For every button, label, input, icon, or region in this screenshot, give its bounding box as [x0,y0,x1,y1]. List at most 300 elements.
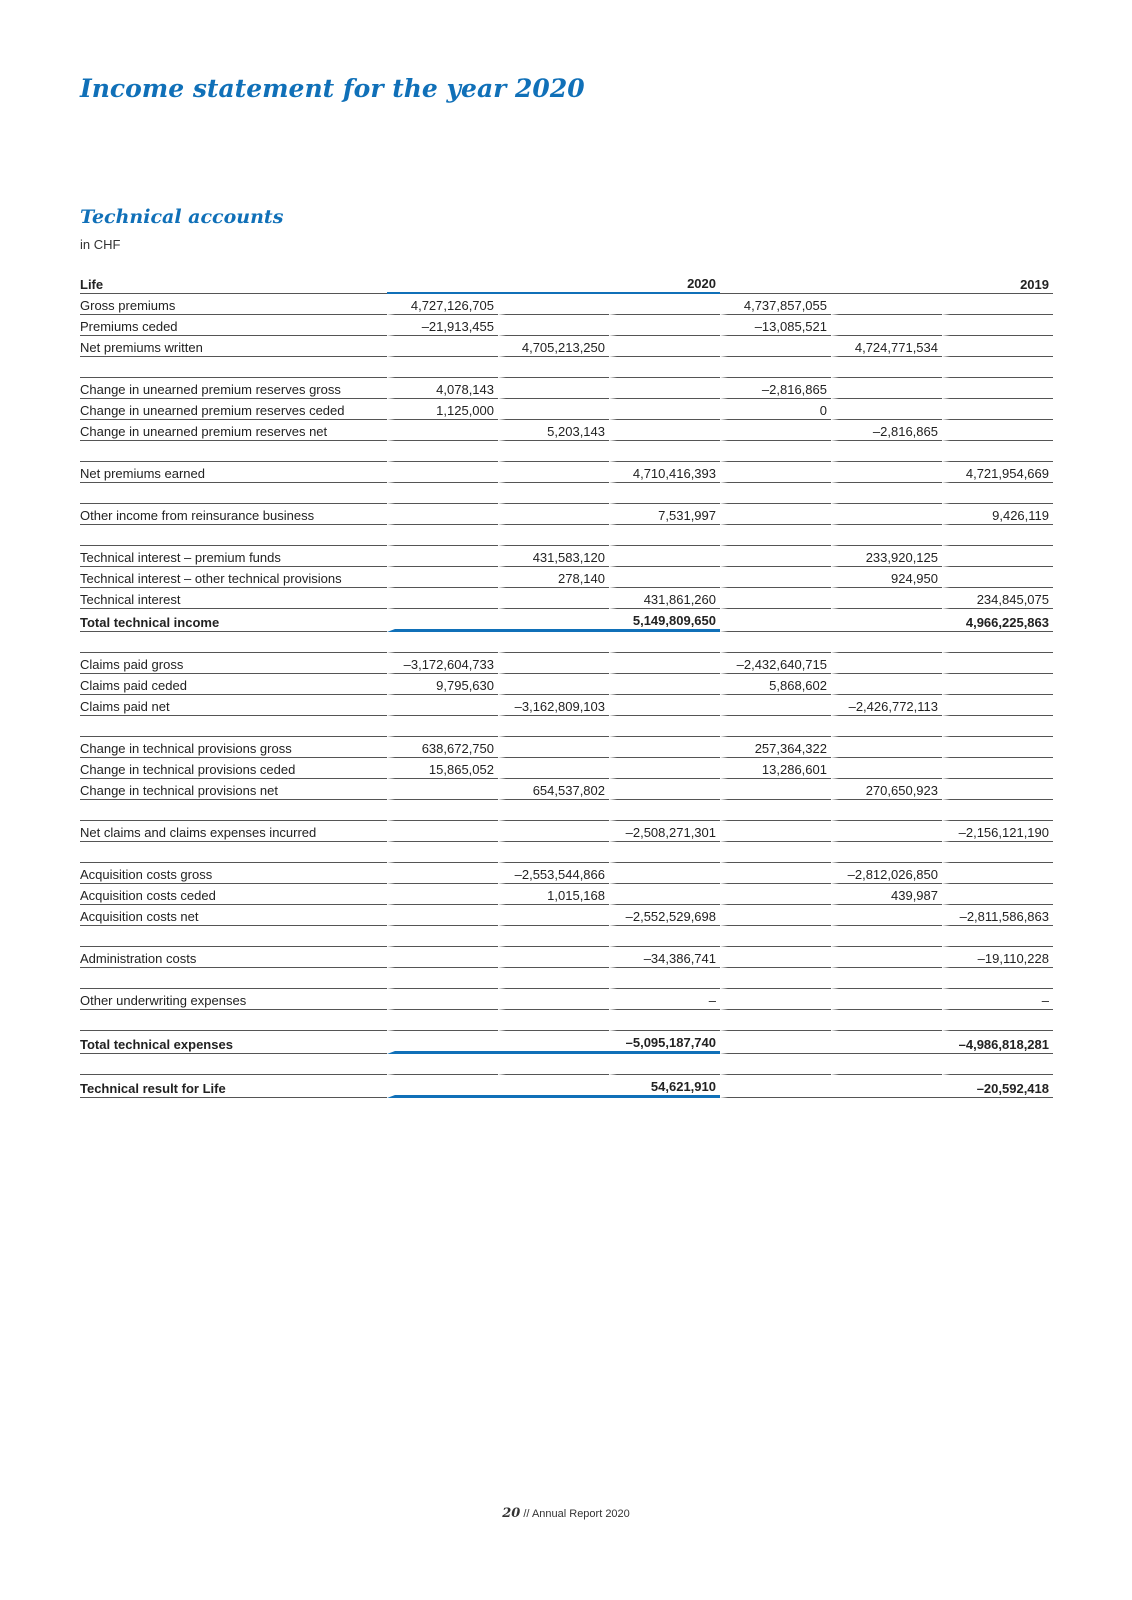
row-label: Technical result for Life [80,1075,387,1098]
cell-b2: 924,950 [831,567,942,588]
spacer-row [80,926,1053,947]
spacer-cell [831,926,942,947]
cell-a1: 9,795,630 [387,674,498,695]
spacer-row [80,441,1053,462]
spacer-cell [498,716,609,737]
spacer-cell [387,357,498,378]
cell-b2: 270,650,923 [831,779,942,800]
row-label: Technical interest – premium funds [80,546,387,567]
spacer-row [80,800,1053,821]
spacer-cell [720,1010,831,1031]
cell-b1 [720,546,831,567]
table-row [80,462,1053,483]
table-row [80,884,1053,905]
cell-a3 [609,674,720,695]
row-label: Net premiums written [80,336,387,357]
cell-b1 [720,588,831,609]
cell-b1: –2,816,865 [720,378,831,399]
cell-a3: – [609,989,720,1010]
cell-b1 [720,609,831,632]
spacer-cell [720,842,831,863]
table-row [80,821,1053,842]
cell-a2 [498,653,609,674]
cell-a2: 278,140 [498,567,609,588]
header-2019-col1 [720,274,831,294]
spacer-row [80,1010,1053,1031]
cell-b2: –2,426,772,113 [831,695,942,716]
cell-a1 [387,588,498,609]
spacer-cell [80,716,387,737]
cell-a3 [609,653,720,674]
spacer-cell [720,483,831,504]
cell-b2 [831,588,942,609]
row-label: Acquisition costs net [80,905,387,926]
cell-a1: –21,913,455 [387,315,498,336]
cell-b2: –2,816,865 [831,420,942,441]
cell-b2 [831,737,942,758]
spacer-cell [80,441,387,462]
cell-a3 [609,863,720,884]
cell-b3: – [942,989,1053,1010]
cell-b1 [720,989,831,1010]
table-row [80,378,1053,399]
row-label: Acquisition costs gross [80,863,387,884]
spacer-cell [942,926,1053,947]
cell-b3: –20,592,418 [942,1075,1053,1098]
cell-a3 [609,737,720,758]
spacer-cell [609,968,720,989]
cell-a2: 654,537,802 [498,779,609,800]
cell-a2: –3,162,809,103 [498,695,609,716]
spacer-cell [498,842,609,863]
cell-a2 [498,1031,609,1054]
cell-b3 [942,674,1053,695]
cell-b1: 5,868,602 [720,674,831,695]
spacer-cell [80,800,387,821]
table-row [80,546,1053,567]
row-label: Change in technical provisions net [80,779,387,800]
cell-a2 [498,947,609,968]
cell-b1 [720,420,831,441]
cell-a3: 54,621,910 [609,1075,720,1098]
spacer-cell [80,525,387,546]
spacer-cell [831,357,942,378]
row-label: Premiums ceded [80,315,387,336]
spacer-cell [942,800,1053,821]
spacer-cell [942,525,1053,546]
cell-b1 [720,462,831,483]
cell-a2 [498,674,609,695]
cell-b2 [831,947,942,968]
spacer-cell [609,632,720,653]
table-header-row [80,274,1053,294]
cell-b1: 257,364,322 [720,737,831,758]
cell-b2 [831,378,942,399]
cell-b1 [720,884,831,905]
cell-a1 [387,947,498,968]
spacer-cell [942,632,1053,653]
table-row [80,588,1053,609]
spacer-cell [387,1054,498,1075]
cell-a3 [609,779,720,800]
cell-a3: 431,861,260 [609,588,720,609]
cell-a3 [609,884,720,905]
cell-a1 [387,567,498,588]
cell-b3: –2,811,586,863 [942,905,1053,926]
spacer-cell [831,1010,942,1031]
cell-a1 [387,609,498,632]
cell-b3 [942,336,1053,357]
cell-a1 [387,884,498,905]
row-label: Technical interest [80,588,387,609]
cell-a1: 4,727,126,705 [387,294,498,315]
row-label: Net premiums earned [80,462,387,483]
cell-b3 [942,695,1053,716]
spacer-cell [498,1010,609,1031]
cell-a2 [498,315,609,336]
cell-a1: 15,865,052 [387,758,498,779]
header-2019-col2 [831,274,942,294]
table-row [80,674,1053,695]
cell-a3 [609,546,720,567]
cell-b3 [942,399,1053,420]
spacer-cell [498,483,609,504]
spacer-cell [609,1054,720,1075]
cell-b1: 13,286,601 [720,758,831,779]
spacer-cell [942,968,1053,989]
spacer-cell [387,441,498,462]
cell-a2: 431,583,120 [498,546,609,567]
cell-b1 [720,1075,831,1098]
table-row [80,905,1053,926]
spacer-row [80,483,1053,504]
spacer-cell [387,842,498,863]
spacer-cell [609,357,720,378]
cell-b2: 439,987 [831,884,942,905]
spacer-cell [831,525,942,546]
cell-a1 [387,1075,498,1098]
spacer-cell [387,632,498,653]
spacer-cell [80,1054,387,1075]
cell-b1 [720,504,831,525]
table-row [80,504,1053,525]
row-label: Technical interest – other technical provisions [80,567,387,588]
row-label: Change in technical provisions gross [80,737,387,758]
spacer-cell [942,441,1053,462]
spacer-row [80,842,1053,863]
table-row [80,609,1053,632]
row-label: Net claims and claims expenses incurred [80,821,387,842]
cell-a2: 4,705,213,250 [498,336,609,357]
cell-b2: 233,920,125 [831,546,942,567]
spacer-cell [609,716,720,737]
table-row [80,336,1053,357]
cell-a1 [387,905,498,926]
spacer-row [80,716,1053,737]
spacer-cell [498,525,609,546]
cell-b3 [942,567,1053,588]
cell-b3: 4,966,225,863 [942,609,1053,632]
spacer-cell [720,800,831,821]
spacer-row [80,1054,1053,1075]
cell-a3 [609,567,720,588]
table-row [80,758,1053,779]
spacer-cell [609,926,720,947]
cell-a3: –2,552,529,698 [609,905,720,926]
header-label: Life [80,274,387,294]
spacer-cell [80,632,387,653]
row-label: Change in unearned premium reserves gross [80,378,387,399]
cell-a2 [498,378,609,399]
cell-a2 [498,504,609,525]
spacer-cell [720,441,831,462]
row-label: Administration costs [80,947,387,968]
cell-a1: 4,078,143 [387,378,498,399]
cell-b2 [831,315,942,336]
spacer-cell [831,842,942,863]
cell-a3 [609,420,720,441]
cell-b1: 0 [720,399,831,420]
cell-a3 [609,378,720,399]
cell-b2 [831,294,942,315]
header-2020-col1 [387,274,498,294]
row-label: Change in unearned premium reserves net [80,420,387,441]
cell-b1 [720,695,831,716]
cell-a2 [498,462,609,483]
spacer-cell [942,716,1053,737]
cell-b3: –2,156,121,190 [942,821,1053,842]
cell-b2 [831,674,942,695]
header-year-2019: 2019 [942,274,1053,294]
spacer-row [80,632,1053,653]
row-label: Acquisition costs ceded [80,884,387,905]
spacer-cell [831,968,942,989]
cell-a3 [609,695,720,716]
spacer-cell [80,1010,387,1031]
cell-a3: –2,508,271,301 [609,821,720,842]
cell-b3 [942,378,1053,399]
cell-a2 [498,821,609,842]
cell-b2 [831,653,942,674]
row-label: Claims paid ceded [80,674,387,695]
cell-a3: 4,710,416,393 [609,462,720,483]
spacer-row [80,968,1053,989]
footer-separator: // [523,1508,530,1520]
spacer-cell [831,800,942,821]
spacer-cell [498,968,609,989]
cell-b3 [942,315,1053,336]
cell-a1 [387,504,498,525]
spacer-cell [831,483,942,504]
cell-b3 [942,863,1053,884]
spacer-cell [609,525,720,546]
spacer-cell [942,357,1053,378]
cell-b1: 4,737,857,055 [720,294,831,315]
row-label: Total technical income [80,609,387,632]
cell-a2 [498,989,609,1010]
cell-b3: –4,986,818,281 [942,1031,1053,1054]
cell-b2 [831,1075,942,1098]
cell-a1 [387,779,498,800]
spacer-cell [720,968,831,989]
cell-a3: –34,386,741 [609,947,720,968]
cell-a1: –3,172,604,733 [387,653,498,674]
cell-b1 [720,779,831,800]
cell-a3 [609,315,720,336]
spacer-cell [498,1054,609,1075]
spacer-cell [80,357,387,378]
spacer-cell [498,441,609,462]
table-row [80,947,1053,968]
cell-a3 [609,294,720,315]
spacer-cell [498,800,609,821]
spacer-cell [80,483,387,504]
row-label: Claims paid gross [80,653,387,674]
cell-b2 [831,758,942,779]
cell-a3 [609,758,720,779]
spacer-cell [720,632,831,653]
cell-a1 [387,989,498,1010]
cell-b1 [720,567,831,588]
table-row [80,653,1053,674]
cell-b2 [831,462,942,483]
technical-accounts-table [80,274,1053,1098]
spacer-cell [720,1054,831,1075]
cell-b1 [720,947,831,968]
cell-b2 [831,504,942,525]
cell-b3 [942,294,1053,315]
cell-a3: 7,531,997 [609,504,720,525]
table-row [80,695,1053,716]
row-label: Other underwriting expenses [80,989,387,1010]
cell-b2 [831,609,942,632]
spacer-cell [831,632,942,653]
spacer-cell [942,1010,1053,1031]
cell-b3 [942,420,1053,441]
spacer-cell [387,800,498,821]
spacer-cell [609,800,720,821]
cell-a1 [387,420,498,441]
cell-a1 [387,863,498,884]
cell-a3: 5,149,809,650 [609,609,720,632]
row-label: Claims paid net [80,695,387,716]
footer-doc-title: Annual Report 2020 [531,1508,630,1520]
cell-b1: –2,432,640,715 [720,653,831,674]
spacer-row [80,357,1053,378]
table-row [80,294,1053,315]
cell-b3: –19,110,228 [942,947,1053,968]
table-row [80,1075,1053,1098]
table-row [80,863,1053,884]
row-label: Change in technical provisions ceded [80,758,387,779]
cell-b2 [831,821,942,842]
cell-a2: 1,015,168 [498,884,609,905]
cell-b3 [942,758,1053,779]
row-label: Other income from reinsurance business [80,504,387,525]
cell-b1 [720,821,831,842]
cell-a3: –5,095,187,740 [609,1031,720,1054]
spacer-cell [831,1054,942,1075]
spacer-cell [80,968,387,989]
spacer-cell [609,842,720,863]
table-row [80,779,1053,800]
row-label: Change in unearned premium reserves ceded [80,399,387,420]
spacer-cell [609,483,720,504]
cell-a1 [387,336,498,357]
spacer-cell [609,1010,720,1031]
table-row [80,989,1053,1010]
table-row [80,315,1053,336]
cell-a1 [387,546,498,567]
header-year-2020: 2020 [609,274,720,294]
cell-a2 [498,758,609,779]
cell-b2: 4,724,771,534 [831,336,942,357]
cell-b1 [720,336,831,357]
cell-a2 [498,399,609,420]
spacer-cell [942,1054,1053,1075]
table-row [80,399,1053,420]
spacer-cell [942,842,1053,863]
spacer-cell [387,968,498,989]
cell-b2 [831,399,942,420]
cell-a1 [387,462,498,483]
cell-b2 [831,905,942,926]
spacer-cell [498,632,609,653]
cell-b3 [942,737,1053,758]
page-number: 20 [502,1506,521,1521]
spacer-cell [720,716,831,737]
cell-a1 [387,1031,498,1054]
spacer-row [80,525,1053,546]
cell-b3 [942,884,1053,905]
cell-a2: –2,553,544,866 [498,863,609,884]
table-row [80,420,1053,441]
cell-a3 [609,399,720,420]
page-footer [0,1506,1132,1521]
spacer-cell [80,926,387,947]
cell-a3 [609,336,720,357]
currency-note: in CHF [80,237,121,252]
header-2020-col2 [498,274,609,294]
cell-a1: 1,125,000 [387,399,498,420]
row-label: Gross premiums [80,294,387,315]
cell-a1: 638,672,750 [387,737,498,758]
cell-b1 [720,905,831,926]
table-row [80,1031,1053,1054]
cell-a2 [498,294,609,315]
spacer-cell [387,483,498,504]
cell-a2 [498,1075,609,1098]
cell-a2 [498,905,609,926]
cell-b3 [942,779,1053,800]
cell-a2 [498,588,609,609]
cell-b3: 234,845,075 [942,588,1053,609]
cell-a1 [387,695,498,716]
cell-b2: –2,812,026,850 [831,863,942,884]
spacer-cell [720,926,831,947]
cell-b3: 4,721,954,669 [942,462,1053,483]
spacer-cell [498,357,609,378]
spacer-cell [720,525,831,546]
cell-b1 [720,1031,831,1054]
spacer-cell [942,483,1053,504]
section-title: Technical accounts [80,206,284,228]
cell-a2 [498,609,609,632]
spacer-cell [831,441,942,462]
spacer-cell [80,842,387,863]
spacer-cell [387,716,498,737]
page-title: Income statement for the year 2020 [80,74,585,103]
